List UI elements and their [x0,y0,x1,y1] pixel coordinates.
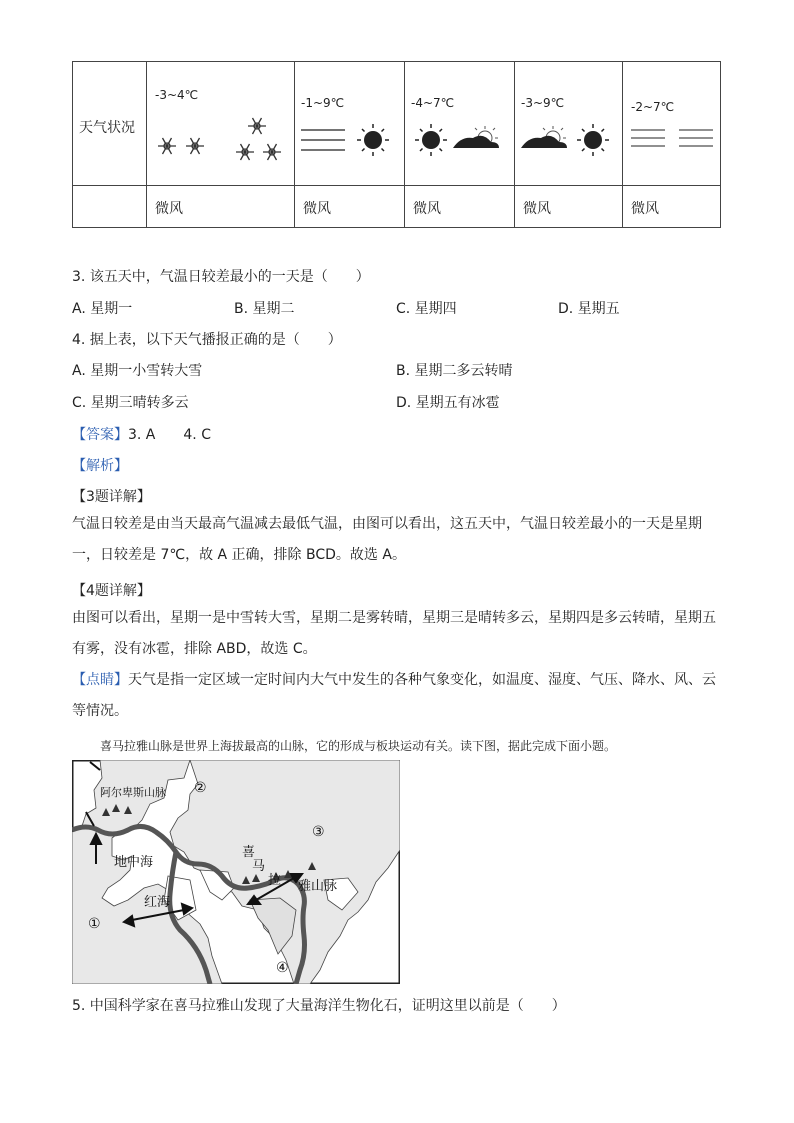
day2-temp: -1~9℃ [301,96,345,110]
day1-wind: 微风 [155,201,183,217]
map-label-alps: 阿尔卑斯山脉 [100,786,166,799]
map-marker-1: ① [88,916,101,932]
q3-option-c: C. 星期四 [396,301,457,317]
detail-4-text: 由图可以看出，星期一是中雪转大雪，星期二是雾转晴，星期三是晴转多云，星期四是多云转晴，星期五有雾，没有冰雹，排除 ABD，故选 C。 [72,610,716,657]
analysis-tag: 【解析】 [72,458,128,474]
day2-weather-cell [295,62,405,186]
day4-wind: 微风 [523,201,551,217]
row-label-text: 天气状况 [79,120,135,136]
weather-table [72,61,721,228]
pointer-tag: 【点睛】 [72,672,128,688]
q4-option-c: C. 星期三晴转多云 [72,395,189,411]
question-5: 5. 中国科学家在喜马拉雅山发现了大量海洋生物化石，证明这里以前是（ ） [72,998,566,1014]
sun-icon [353,122,393,162]
map-label-red-sea: 红海 [144,895,171,910]
sun-icon [573,122,613,162]
partly-cloudy-icon [519,124,575,160]
partly-cloudy-icon [451,124,507,160]
himalaya-plate-map [72,760,400,984]
map-label-la: 拉 [268,873,282,888]
q3-option-a: A. 星期一 [72,301,133,317]
day5-wind: 微风 [631,201,659,217]
day5-weather-cell [623,62,721,186]
day4-weather-cell [515,62,623,186]
day1-temp: -3~4℃ [155,88,199,102]
row-label-weather [73,62,147,186]
map-label-xi: 喜 [242,845,256,860]
day3-wind: 微风 [413,201,441,217]
q4-option-d: D. 星期五有冰雹 [396,395,500,411]
day2-wind: 微风 [303,201,331,217]
map-label-yashanmai: 雅山脉 [298,879,338,894]
question-4: 4. 据上表，以下天气播报正确的是（ ） [72,332,342,348]
pointer-para [72,665,722,727]
question-3: 3. 该五天中，气温日较差最小的一天是（ ） [72,269,370,285]
map-marker-2: ② [194,780,207,796]
map-marker-3: ③ [312,824,325,840]
map-label-mediterranean: 地中海 [114,855,154,870]
sun-icon [411,122,451,162]
q3-option-d: D. 星期五 [558,301,620,317]
answer-tag: 【答案】 [72,427,128,443]
answer-text: 3. A 4. C [128,427,211,443]
row-label-wind [73,186,147,228]
day4-temp: -3~9℃ [521,96,565,110]
q3-option-b: B. 星期二 [234,301,295,317]
day5-wind-cell [623,186,721,228]
day3-wind-cell [405,186,515,228]
snow-icon [155,110,295,170]
q4-option-a: A. 星期一小雪转大雪 [72,363,203,379]
answer-line [72,424,211,444]
day2-wind-cell [295,186,405,228]
day1-weather-cell [147,62,295,186]
pointer-text: 天气是指一定区域一定时间内大气中发生的各种气象变化，如温度、湿度、气压、降水、风、云等情况。 [72,672,716,719]
q4-option-b: B. 星期二多云转晴 [396,363,513,379]
detail-3-tag: 【3题详解】 [72,489,151,505]
day5-temp: -2~7℃ [631,100,675,114]
detail-3-text: 气温日较差是由当天最高气温减去最低气温，由图可以看出，这五天中，气温日较差最小的一天是星期一，日较差是 7℃，故 A 正确，排除 BCD。故选 A。 [72,516,702,563]
detail-4-tag: 【4题详解】 [72,583,151,599]
day4-wind-cell [515,186,623,228]
day1-wind-cell [147,186,295,228]
map-marker-4: ④ [276,960,289,976]
day3-weather-cell [405,62,515,186]
map-label-ma: 马 [252,859,266,874]
day3-temp: -4~7℃ [411,96,455,110]
fog-icon [631,126,721,156]
map-intro: 喜马拉雅山脉是世界上海拔最高的山脉，它的形成与板块运动有关。读下图，据此完成下面小题。 [100,739,617,753]
